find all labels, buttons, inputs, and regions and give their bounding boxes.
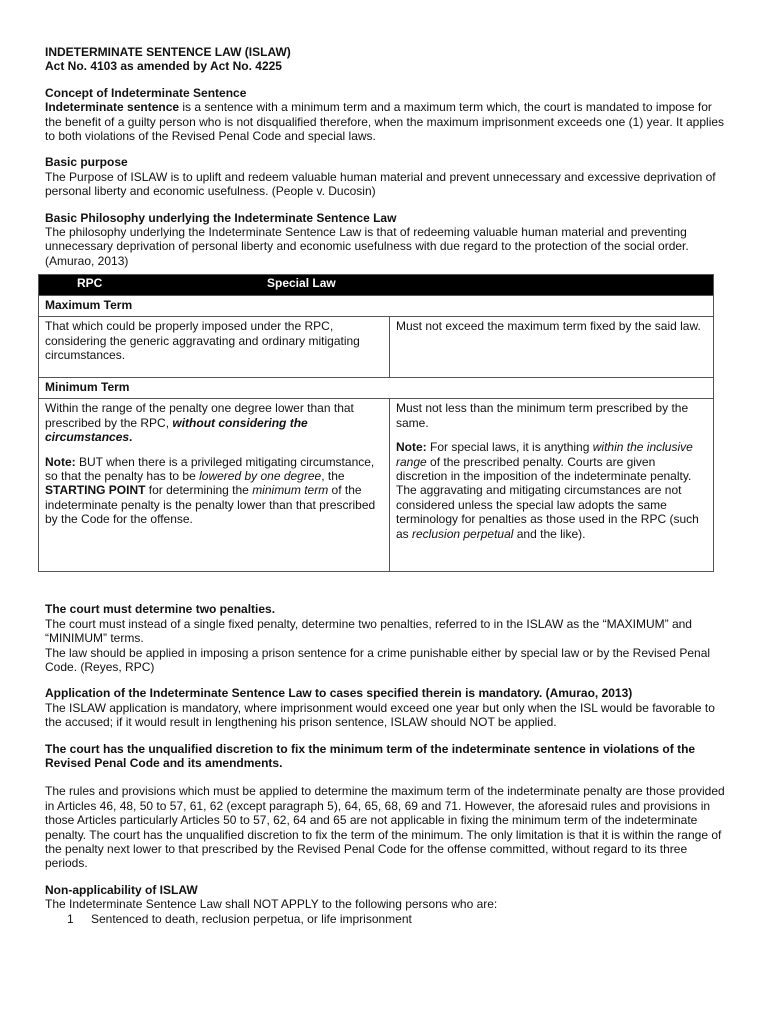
min-rpc-note-starting-point: STARTING POINT (45, 483, 146, 498)
min-rpc-note-e: for determining the (145, 483, 253, 498)
philosophy-section (45, 211, 725, 269)
concept-heading: Concept of Indeterminate Sentence (45, 85, 247, 100)
purpose-section (45, 155, 725, 198)
two-penalties-body-2: The law should be applied in imposing a prison sentence for a crime punishable either by special law or by the Revised Penal Code. (Reyes, RPC) (45, 645, 711, 674)
min-rpc-note-g: of the indeterminate penalty is the penalty lower than that prescribed by the Code for the offense. (45, 483, 376, 527)
col-rpc-header: RPC (77, 276, 103, 291)
mandatory-body: The ISLAW application is mandatory, where imprisonment would exceed one year but only when the ISL would be favorable to the accused; if it would result in lengthening his prison sentence, ISLAW should NOT be applied. (45, 700, 715, 730)
non-applicability-heading: Non-applicability of ISLAW (45, 882, 198, 897)
concept-section (45, 86, 725, 144)
mandatory-section (45, 686, 725, 729)
mandatory-heading: Application of the Indeterminate Sentence Law to cases specified therein is mandatory. (Amurao, 2013) (45, 686, 633, 701)
concept-body (45, 100, 725, 143)
discretion-section (45, 742, 725, 871)
discretion-heading: The court has the unqualified discretion to fix the minimum term of the indeterminate sentence in violations of the Revised Penal Code and its amendments. (45, 741, 696, 770)
min-special-note-e: and the like). (513, 526, 586, 541)
min-rpc-note-f: minimum term (252, 483, 329, 498)
document-title (45, 45, 725, 74)
min-term-heading: Minimum Term (39, 378, 714, 399)
min-term-special-cell (390, 399, 714, 572)
min-rpc-note-a: BUT when there is a privileged mitigating circumstance, so that the penalty has to be (45, 454, 375, 483)
list-item-number: 1 (67, 911, 74, 926)
purpose-body: The Purpose of ISLAW is to uplift and redeem valuable human material and prevent unnecessary and excessive deprivation of personal liberty and economic usefulness. (People v. Ducosin) (45, 169, 716, 199)
non-applicability-section (45, 883, 725, 926)
two-penalties-heading: The court must determine two penalties. (45, 602, 276, 617)
col-special-header: Special Law (267, 276, 336, 291)
purpose-heading: Basic purpose (45, 155, 128, 170)
discretion-body: The rules and provisions which must be applied to determine the maximum term of the indeterminate penalty are those provided in Articles 46, 48, 50 to 57, 61, 62 (except paragraph 5), 64, 65, 68, 69 and 71. However, the aforesaid rules and provisions in those Articles particularly Articles 50 to 57, 62, 64 and 65 are not applicable in fixing the minimum term of the indeterminate penalty. The court has the unqualified discretion to fix the term of the minimum. The only limitation is that it is within the range of the penalty next lower to that prescribed by the Revised Penal Code for the offense committed, without regard to its three periods. (45, 784, 725, 871)
min-rpc-note (45, 455, 383, 527)
min-special-note-d: reclusion perpetual (412, 526, 514, 541)
philosophy-heading: Basic Philosophy underlying the Indeterminate Sentence Law (45, 210, 397, 225)
min-term-rpc-cell (39, 399, 390, 572)
title-line-1: INDETERMINATE SENTENCE LAW (ISLAW) (45, 45, 291, 59)
min-rpc-note-b: lowered by one degree (199, 468, 322, 483)
table-header-row (39, 275, 714, 296)
min-special-note-a: For special laws, it is anything (426, 440, 593, 455)
list-item-text: Sentenced to death, reclusion perpetua, or life imprisonment (91, 911, 412, 926)
philosophy-body: The philosophy underlying the Indeterminate Sentence Law is that of redeeming valuable human material and preventing unnecessary deprivation of personal liberty and economic usefulness with due regard to the protection of the social order. (Amurao, 2013) (45, 225, 689, 268)
rpc-vs-special-law-table (38, 274, 714, 572)
min-rpc-text-a: Within the range of the penalty one degree lower than that prescribed by the RPC, (45, 401, 354, 430)
min-special-note (396, 440, 707, 541)
note-label: Note: (45, 454, 76, 469)
min-rpc-period: . (129, 430, 133, 445)
non-applicability-list (45, 912, 725, 926)
concept-term: Indeterminate sentence (45, 100, 180, 115)
title-line-2: Act No. 4103 as amended by Act No. 4225 (45, 59, 282, 74)
min-special-note-c: of the prescribed penalty. Courts are given discretion in the imposition of the indeterminate penalty. The aggravating and mitigating circumstances are not considered unless the special law adopts the same terminology for penalties as those used in the RPC (such as (396, 454, 699, 541)
min-rpc-note-c: , the (321, 468, 345, 483)
concept-text: is a sentence with a minimum term and a maximum term which, the court is mandated to impose for the benefit of a guilty person who is not disqualified therefore, when the maximum imprisonment exceeds one (1) year. It applies to both violations of the Revised Penal Code and special laws. (45, 100, 725, 144)
list-item (67, 912, 725, 926)
min-rpc-emphasis: without considering the circumstances (45, 415, 308, 445)
max-term-heading: Maximum Term (39, 296, 714, 317)
max-term-rpc-cell: That which could be properly imposed under the RPC, considering the generic aggravating and ordinary mitigating circumstances. (39, 317, 390, 378)
max-term-special-cell: Must not exceed the maximum term fixed by the said law. (390, 317, 714, 378)
min-special-rule: Must not less than the minimum term prescribed by the same. (396, 401, 689, 430)
min-special-note-b: within the inclusive range (396, 440, 693, 469)
note-label: Note: (396, 440, 427, 455)
document-page (45, 45, 725, 926)
two-penalties-section (45, 602, 725, 674)
non-applicability-intro: The Indeterminate Sentence Law shall NOT APPLY to the following persons who are: (45, 897, 498, 912)
min-rpc-rule (45, 401, 383, 444)
two-penalties-body-1: The court must instead of a single fixed penalty, determine two penalties, referred to in the ISLAW as the “MAXIMUM” and “MINIMUM” terms. (45, 616, 692, 646)
